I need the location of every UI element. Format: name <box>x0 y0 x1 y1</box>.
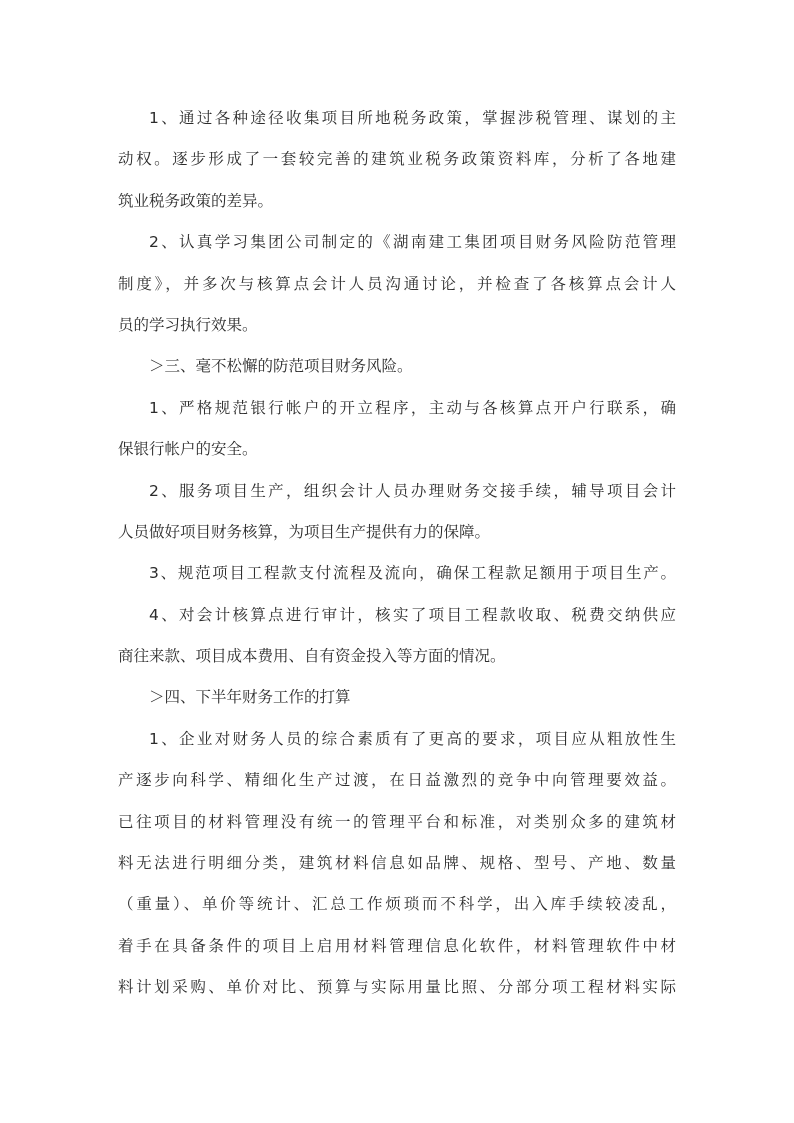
paragraph-line: 产逐步向科学、精细化生产过渡，在日益激烈的竞争中向管理要效益。 <box>118 771 676 790</box>
paragraph-line: 筑业税务政策的差异。 <box>118 191 274 210</box>
paragraph-line: 员的学习执行效果。 <box>118 315 258 334</box>
paragraph-line: 保银行帐户的安全。 <box>118 440 258 459</box>
paragraph-line: 制度》，并多次与核算点会计人员沟通讨论，并检查了各核算点会计人 <box>118 274 676 293</box>
paragraph-line: 人员做好项目财务核算，为项目生产提供有力的保障。 <box>118 522 491 541</box>
section-heading: ＞三、毫不松懈的防范项目财务风险。 <box>149 357 413 376</box>
paragraph-line: 料无法进行明细分类，建筑材料信息如品牌、规格、型号、产地、数量 <box>118 854 676 873</box>
paragraph-line: 2、认真学习集团公司制定的《湖南建工集团项目财务风险防范管理 <box>149 233 676 252</box>
section-heading: ＞四、下半年财务工作的打算 <box>149 688 351 707</box>
paragraph-line: 1、通过各种途径收集项目所地税务政策，掌握涉税管理、谋划的主 <box>149 109 676 127</box>
paragraph-line: （重量）、单价等统计、汇总工作烦琐而不科学，出入库手续较凌乱， <box>118 895 676 914</box>
paragraph-line: 着手在具备条件的项目上启用材料管理信息化软件，材料管理软件中材 <box>118 936 676 955</box>
paragraph-line: 1、严格规范银行帐户的开立程序，主动与各核算点开户行联系，确 <box>149 398 676 417</box>
paragraph-line: 3、规范项目工程款支付流程及流向，确保工程款足额用于项目生产。 <box>149 564 676 583</box>
paragraph-line: 商往来款、项目成本费用、自有资金投入等方面的情况。 <box>118 647 506 666</box>
paragraph-line: 4、对会计核算点进行审计，核实了项目工程款收取、税费交纳供应 <box>149 605 676 624</box>
paragraph-line: 1、企业对财务人员的综合素质有了更高的要求，项目应从粗放性生 <box>149 729 676 748</box>
paragraph-line: 料计划采购、单价对比、预算与实际用量比照、分部分项工程材料实际 <box>118 978 676 997</box>
document-body <box>118 98 676 1009</box>
paragraph-line: 已往项目的材料管理没有统一的管理平台和标准，对类别众多的建筑材 <box>118 812 676 831</box>
paragraph-line: 2、服务项目生产，组织会计人员办理财务交接手续，辅导项目会计 <box>149 481 676 500</box>
paragraph-line: 动权。逐步形成了一套较完善的建筑业税务政策资料库，分析了各地建 <box>118 150 676 169</box>
